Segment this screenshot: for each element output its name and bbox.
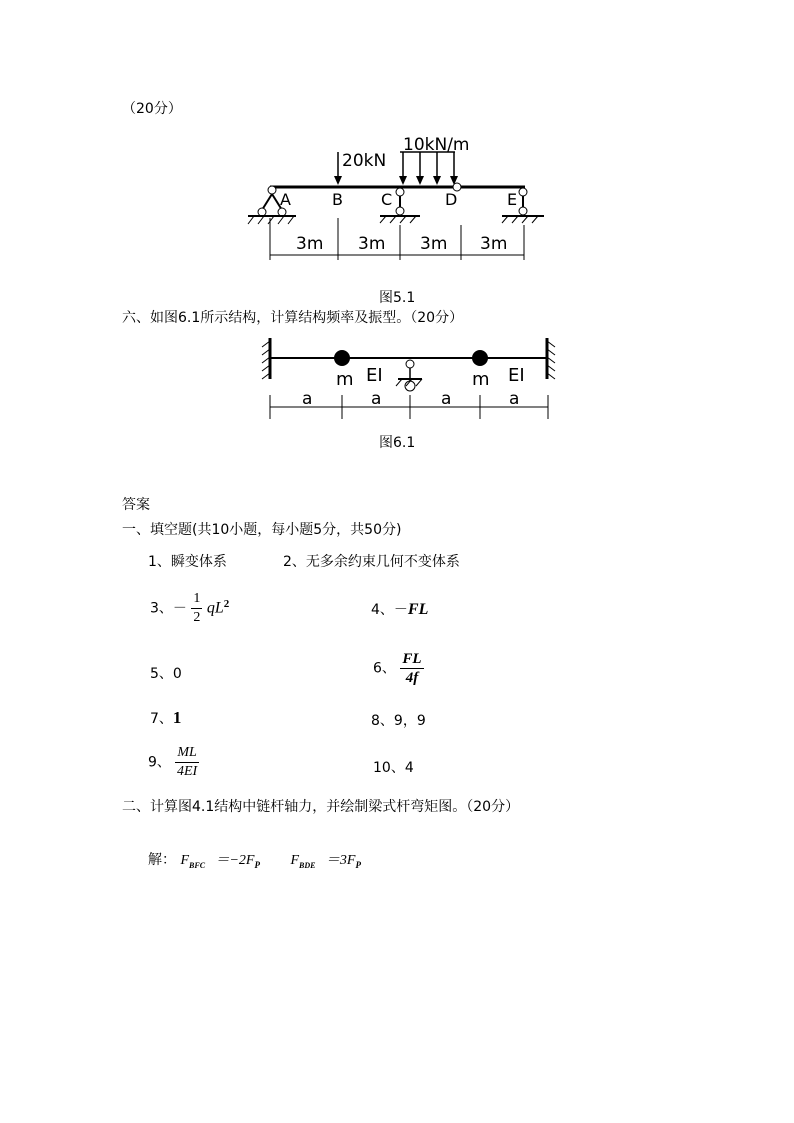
- ei-label-left: EI: [366, 365, 383, 386]
- answer-2: 2、无多余约束几何不变体系: [283, 554, 460, 570]
- node-c: C: [381, 190, 393, 209]
- mass-label-left: m: [336, 369, 354, 390]
- answer-9: 9、 $\frac{ML}{4EI}$: [148, 745, 198, 779]
- span-2: 3m: [358, 234, 386, 254]
- node-b: B: [332, 190, 343, 209]
- answer-1: 1、瞬变体系: [148, 554, 227, 570]
- node-d: D: [445, 190, 458, 209]
- mass-left: [334, 350, 350, 366]
- caption-5-1: 图5.1: [379, 290, 416, 306]
- caption-6-1: 图6.1: [379, 435, 416, 451]
- answer-7: 7、1: [150, 708, 182, 727]
- answers-title: 答案: [122, 497, 150, 513]
- point-load-arrow: [334, 176, 342, 185]
- answer-8: 8、9，9: [371, 713, 426, 729]
- answer-5: 5、0: [150, 666, 182, 682]
- span-1: 3m: [296, 234, 324, 254]
- section-2-heading: 二、计算图4.1结构中链杆轴力，并绘制梁式杆弯矩图。（20分）: [122, 799, 520, 815]
- dist-load-label: 10kN/m: [403, 135, 470, 155]
- node-e: E: [507, 190, 518, 209]
- figure-6-1: [258, 333, 563, 428]
- span-3: 3m: [420, 234, 448, 254]
- point-load-label: 20kN: [342, 151, 387, 171]
- question-6: 六、如图6.1所示结构，计算结构频率及振型。（20分）: [122, 310, 464, 326]
- node-a: A: [280, 190, 291, 209]
- span-a-4: a: [509, 389, 520, 409]
- mass-right: [472, 350, 488, 366]
- answer-3: 3、－ $\frac{1}{2}$ $qL^2$: [150, 591, 230, 625]
- span-a-2: a: [371, 389, 382, 409]
- section-1-heading: 一、填空题(共10小题，每小题5分，共50分): [122, 522, 402, 538]
- answer-6: 6、 $\frac{FL}{4f}$: [373, 651, 422, 686]
- mass-label-right: m: [472, 369, 490, 390]
- span-a-3: a: [441, 389, 452, 409]
- figure-5-1: [240, 130, 560, 270]
- ei-label-right: EI: [508, 365, 525, 386]
- span-4: 3m: [480, 234, 508, 254]
- span-a-1: a: [302, 389, 313, 409]
- answer-10: 10、4: [373, 760, 414, 776]
- solution: 解： $F_{BFC} =-2F_P$ $F_{BDE} =3F_P$: [148, 852, 361, 870]
- points-note: （20分）: [122, 101, 182, 117]
- answer-4: 4、－FL: [371, 601, 429, 618]
